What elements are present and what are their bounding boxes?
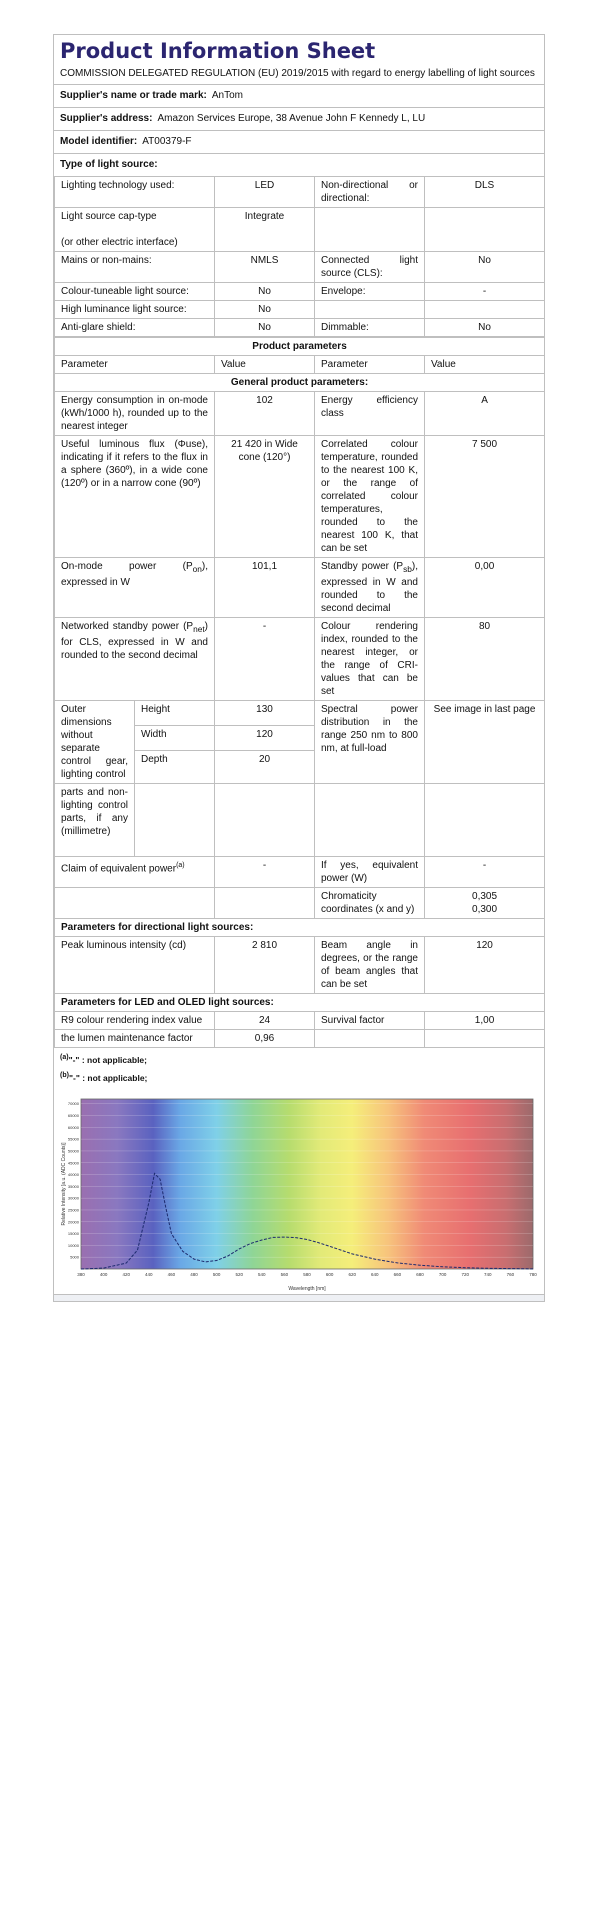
y-tick-label: 40000: [67, 1171, 79, 1177]
x-tick-label: 620: [348, 1271, 356, 1277]
standby-power-label: [315, 558, 425, 618]
survival-factor-value: 1,00: [425, 1012, 545, 1030]
supplier-address-label: Supplier's address:: [60, 113, 153, 124]
lighting-tech-value: LED: [215, 177, 315, 208]
spectrum-plot-background: [81, 1099, 533, 1269]
model-identifier-label: Model identifier:: [60, 136, 138, 147]
x-tick-label: 700: [438, 1271, 447, 1277]
on-mode-power-label: [55, 558, 215, 618]
r9-value: 24: [215, 1012, 315, 1030]
type-row: [55, 319, 545, 337]
height-value: 130: [215, 701, 315, 726]
y-axis-label: Relative Intensity [a.u. (ADC Counts)]: [61, 1142, 67, 1226]
type-row: [55, 283, 545, 301]
param-row: [55, 937, 545, 994]
x-tick-label: 560: [280, 1271, 289, 1277]
survival-factor-label: Survival factor: [315, 1012, 425, 1030]
general-parameters-heading: General product parameters:: [55, 374, 545, 392]
footnote-a-text: "-" : not applicable;: [68, 1054, 147, 1065]
equivalent-power-claim-sup: (a): [176, 862, 185, 869]
param-row: [55, 857, 545, 888]
x-axis-label: Wavelength [nm]: [288, 1285, 326, 1292]
cct-label: Correlated colour temperature, rounded to the nearest 100 K, or the range of correlated colour temperatures, rounded to the nearest 100 K, that can be set: [315, 436, 425, 558]
energy-consumption-value: 102: [215, 392, 315, 436]
cap-type-label: [55, 208, 215, 252]
y-tick-label: 50000: [67, 1148, 79, 1154]
equivalent-power-claim-label: [55, 857, 215, 888]
on-mode-power-label-a: On-mode power (P: [61, 561, 193, 572]
footnote-b-marker: (b): [60, 1071, 69, 1079]
footnotes: [54, 1048, 544, 1086]
y-tick-label: 25000: [67, 1207, 79, 1213]
energy-class-value: A: [425, 392, 545, 436]
envelope-label: Envelope:: [315, 283, 425, 301]
depth-value: 20: [215, 751, 315, 784]
y-tick-label: 60000: [67, 1124, 79, 1130]
spectral-distribution-chart: [59, 1094, 539, 1294]
networked-standby-label-a: Networked standby power (P: [61, 621, 194, 632]
y-tick-label: 10000: [67, 1242, 79, 1248]
tuneable-value: No: [215, 283, 315, 301]
spectral-distribution-label: Spectral power distribution in the range 250 nm to 800 nm, at full-load: [315, 701, 425, 784]
param-row: [55, 1030, 545, 1048]
x-tick-label: 480: [190, 1271, 198, 1277]
empty-cell: [425, 301, 545, 319]
beam-angle-label: Beam angle in degrees, or the range of beam angles that can be set: [315, 937, 425, 994]
lumen-maintenance-value: 0,96: [215, 1030, 315, 1048]
model-identifier-value: AT00379-F: [142, 136, 192, 147]
type-row: [55, 208, 545, 252]
standby-power-value: 0,00: [425, 558, 545, 618]
section-heading-row: [55, 374, 545, 392]
empty-cell: [315, 1030, 425, 1048]
x-tick-label: 780: [529, 1271, 537, 1277]
lumen-maintenance-label: the lumen maintenance factor: [55, 1030, 215, 1048]
directional-heading: Parameters for directional light sources:: [55, 919, 545, 937]
standby-power-label-a: Standby power (P: [321, 561, 404, 572]
empty-cell: [315, 208, 425, 252]
cap-type-label-line1: Light source cap-type: [61, 211, 157, 222]
envelope-value: -: [425, 283, 545, 301]
chromaticity-label: Chromaticity coordinates (x and y): [315, 888, 425, 919]
equivalent-power-label: If yes, equivalent power (W): [315, 857, 425, 888]
param-row: [55, 618, 545, 701]
section-heading-row: [55, 338, 545, 356]
spectral-distribution-value: See image in last page: [425, 701, 545, 784]
x-tick-label: 440: [145, 1271, 153, 1277]
width-value: 120: [215, 726, 315, 751]
cls-label: Connected light source (CLS):: [315, 252, 425, 283]
peak-intensity-value: 2 810: [215, 937, 315, 994]
networked-standby-label-b: ) for CLS, expressed in W and rounded to the second decimal: [61, 621, 208, 661]
energy-consumption-label: Energy consumption in on-mode (kWh/1000 h), rounded up to the nearest integer: [55, 392, 215, 436]
col-header-parameter-2: Parameter: [315, 356, 425, 374]
equivalent-power-value: -: [425, 857, 545, 888]
high-luminance-value: No: [215, 301, 315, 319]
param-row: [55, 1012, 545, 1030]
footnote-a-marker: (a): [60, 1054, 69, 1061]
x-tick-label: 760: [506, 1271, 515, 1277]
empty-cell: [425, 784, 545, 857]
x-tick-label: 660: [393, 1271, 402, 1277]
supplier-name-label: Supplier's name or trade mark:: [60, 90, 207, 101]
model-identifier-row: [54, 130, 544, 153]
cri-value: 80: [425, 618, 545, 701]
y-tick-label: 55000: [67, 1136, 79, 1142]
empty-cell: [215, 888, 315, 919]
param-row: [55, 392, 545, 436]
y-tick-label: 65000: [67, 1112, 79, 1118]
y-tick-label: 30000: [67, 1195, 79, 1201]
type-row: [55, 177, 545, 208]
supplier-name-value: AnTom: [211, 90, 244, 101]
standby-power-label-b: ), expressed in W and rounded to the second decimal: [321, 561, 418, 614]
type-row: [55, 301, 545, 319]
dimmable-value: No: [425, 319, 545, 337]
networked-standby-label-sub: net: [193, 624, 205, 634]
networked-standby-value: -: [215, 618, 315, 701]
x-tick-label: 500: [212, 1271, 221, 1277]
footnote-b: [60, 1068, 538, 1086]
dimensions-label-continued: parts and non-lighting control parts, if any (millimetre): [55, 784, 135, 857]
x-tick-label: 640: [371, 1271, 379, 1277]
empty-cell: [55, 888, 215, 919]
mains-value: NMLS: [215, 252, 315, 283]
product-information-sheet: [53, 34, 545, 1302]
y-tick-label: 15000: [67, 1230, 79, 1236]
empty-cell: [315, 784, 425, 857]
on-mode-power-label-sub: on: [192, 564, 202, 574]
parameters-table: [54, 337, 545, 1048]
on-mode-power-value: 101,1: [215, 558, 315, 618]
param-row: [55, 558, 545, 618]
col-header-parameter: Parameter: [55, 356, 215, 374]
x-axis-ticks: [77, 1272, 537, 1277]
directional-value: DLS: [425, 177, 545, 208]
directional-label: Non-directional or directional:: [315, 177, 425, 208]
led-heading: Parameters for LED and OLED light sources:: [55, 994, 545, 1012]
cls-value: No: [425, 252, 545, 283]
supplier-address-value: Amazon Services Europe, 38 Avenue John F Kennedy L, LU: [157, 113, 426, 124]
col-header-value-2: Value: [425, 356, 545, 374]
cap-type-label-line2: (or other electric interface): [61, 237, 178, 248]
x-tick-label: 580: [303, 1271, 311, 1277]
x-tick-label: 600: [325, 1271, 334, 1277]
empty-cell: [315, 301, 425, 319]
empty-cell: [135, 784, 215, 857]
height-label: Height: [135, 701, 215, 726]
y-tick-label: 35000: [67, 1183, 79, 1189]
section-heading-row: [55, 994, 545, 1012]
x-tick-label: 460: [167, 1271, 176, 1277]
anti-glare-value: No: [215, 319, 315, 337]
width-label: Width: [135, 726, 215, 751]
x-tick-label: 380: [77, 1271, 85, 1277]
cct-value: 7 500: [425, 436, 545, 558]
empty-cell: [215, 784, 315, 857]
empty-cell: [425, 208, 545, 252]
type-table: [54, 176, 545, 337]
y-tick-label: 5000: [70, 1254, 79, 1260]
supplier-address-row: [54, 107, 544, 130]
x-tick-label: 740: [484, 1271, 492, 1277]
param-row: [55, 436, 545, 558]
on-mode-power-label-b: ), expressed in W: [61, 561, 208, 588]
equivalent-power-claim-value: -: [215, 857, 315, 888]
empty-cell: [425, 1030, 545, 1048]
param-row: [55, 888, 545, 919]
standby-power-label-sub: sb: [403, 564, 412, 574]
y-tick-label: 20000: [67, 1218, 79, 1224]
cri-label: Colour rendering index, rounded to the nearest integer, or the range of CRI-values that can be set: [315, 618, 425, 701]
column-header-row: [55, 356, 545, 374]
cap-type-value: Integrate: [215, 208, 315, 252]
luminous-flux-value: 21 420 in Wide cone (120°): [215, 436, 315, 558]
peak-intensity-label: Peak luminous intensity (cd): [55, 937, 215, 994]
x-tick-label: 520: [235, 1271, 243, 1277]
footnote-a: [60, 1050, 538, 1068]
type-row: [55, 252, 545, 283]
footnote-b-text: "-" : not applicable;: [68, 1072, 148, 1083]
dimensions-label: Outer dimensions without separate control gear, lighting control: [55, 701, 135, 784]
x-tick-label: 540: [258, 1271, 266, 1277]
spectrum-svg: [59, 1094, 539, 1294]
product-parameters-heading: Product parameters: [55, 338, 545, 356]
x-tick-label: 720: [461, 1271, 469, 1277]
dimmable-label: Dimmable:: [315, 319, 425, 337]
luminous-flux-label: Useful luminous flux (Φuse), indicating if it refers to the flux in a sphere (360º), in a wide cone (120º) or in a narrow cone (90º): [55, 436, 215, 558]
y-axis-ticks: [68, 1101, 80, 1259]
param-row: [55, 701, 545, 726]
high-luminance-label: High luminance light source:: [55, 301, 215, 319]
mains-label: Mains or non-mains:: [55, 252, 215, 283]
beam-angle-value: 120: [425, 937, 545, 994]
depth-label: Depth: [135, 751, 215, 784]
x-tick-label: 420: [122, 1271, 130, 1277]
regulation-subtitle: COMMISSION DELEGATED REGULATION (EU) 2019/2015 with regard to energy labelling of light sources: [60, 68, 535, 79]
y-tick-label: 45000: [67, 1159, 79, 1165]
chromaticity-y: 0,300: [472, 904, 498, 915]
lighting-tech-label: Lighting technology used:: [55, 177, 215, 208]
section-heading-row: [55, 919, 545, 937]
supplier-name-row: [54, 84, 544, 107]
type-heading: Type of light source:: [60, 159, 158, 170]
chromaticity-value: [425, 888, 545, 919]
networked-standby-label: [55, 618, 215, 701]
anti-glare-label: Anti-glare shield:: [55, 319, 215, 337]
equivalent-power-claim-text: Claim of equivalent power: [61, 863, 177, 875]
r9-label: R9 colour rendering index value: [55, 1012, 215, 1030]
type-heading-row: [54, 153, 544, 176]
page-title: Product Information Sheet: [60, 39, 376, 63]
x-tick-label: 680: [416, 1271, 424, 1277]
y-tick-label: 70000: [67, 1100, 79, 1106]
tuneable-label: Colour-tuneable light source:: [55, 283, 215, 301]
col-header-value: Value: [215, 356, 315, 374]
param-row-continued: [55, 784, 545, 857]
bottom-bar: [54, 1294, 544, 1301]
energy-class-label: Energy efficiency class: [315, 392, 425, 436]
chromaticity-x: 0,305: [472, 891, 498, 902]
x-tick-label: 400: [99, 1271, 108, 1277]
